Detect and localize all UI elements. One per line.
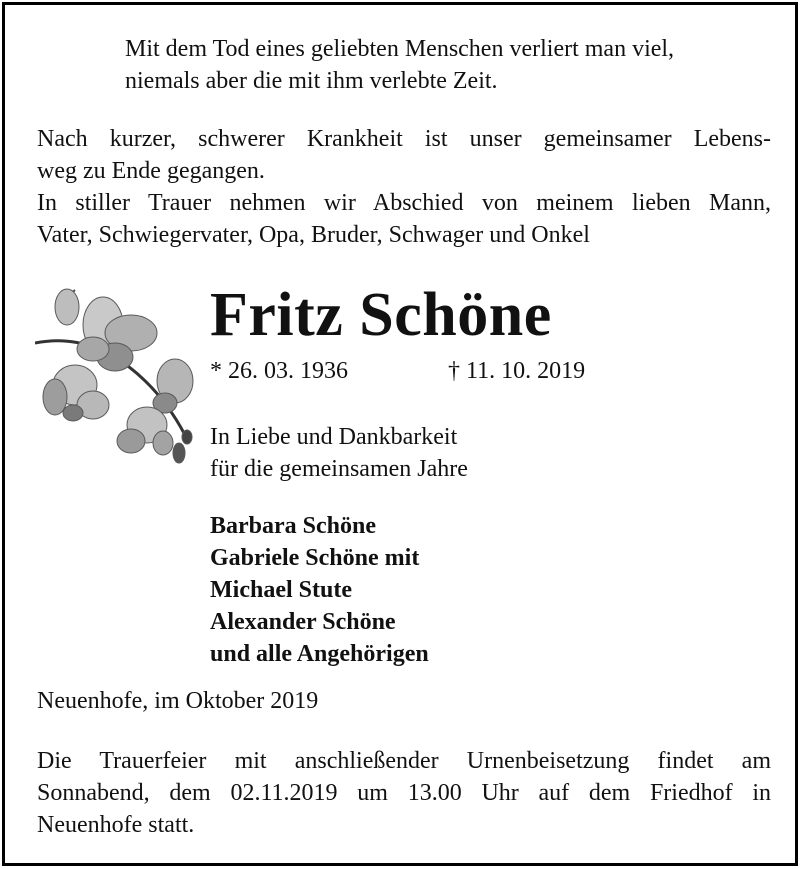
orchid-icon	[35, 285, 205, 475]
dedication-line: für die gemeinsamen Jahre	[210, 456, 468, 482]
motto-quote	[125, 33, 674, 97]
mourner: Michael Stute	[210, 577, 352, 603]
intro-line: In stiller Trauer nehmen wir Abschied von meinem lieben Mann,	[37, 190, 771, 216]
intro-paragraph	[37, 123, 771, 251]
obituary-notice	[2, 2, 798, 866]
birth-date: * 26. 03. 1936	[210, 358, 348, 384]
death-date: † 11. 10. 2019	[448, 358, 586, 384]
funeral-info	[37, 745, 771, 841]
mourner: und alle Angehörigen	[210, 641, 429, 667]
mourner: Gabriele Schöne mit	[210, 545, 420, 571]
intro-line: Nach kurzer, schwerer Krankheit ist unser gemeinsamer Lebens-	[37, 126, 771, 152]
mourner: Alexander Schöne	[210, 609, 396, 635]
intro-line: Vater, Schwiegervater, Opa, Bruder, Schwager und Onkel	[37, 222, 590, 248]
funeral-line: Die Trauerfeier mit anschließender Urnenbeisetzung findet am	[37, 748, 771, 774]
dedication-line: In Liebe und Dankbarkeit	[210, 424, 458, 450]
motto-line: niemals aber die mit ihm verlebte Zeit.	[125, 68, 498, 94]
deceased-name: Fritz Schöne	[210, 281, 552, 349]
funeral-line: Sonnabend, dem 02.11.2019 um 13.00 Uhr auf dem Friedhof in	[37, 780, 771, 806]
motto-line: Mit dem Tod eines geliebten Menschen verliert man viel,	[125, 36, 675, 62]
mourner: Barbara Schöne	[210, 513, 377, 539]
intro-line: weg zu Ende gegangen.	[37, 158, 265, 184]
funeral-line: Neuenhofe statt.	[37, 812, 195, 838]
place-date: Neuenhofe, im Oktober 2019	[37, 688, 319, 714]
life-dates	[210, 355, 586, 387]
mourners-list	[210, 510, 429, 670]
dedication	[210, 421, 468, 485]
